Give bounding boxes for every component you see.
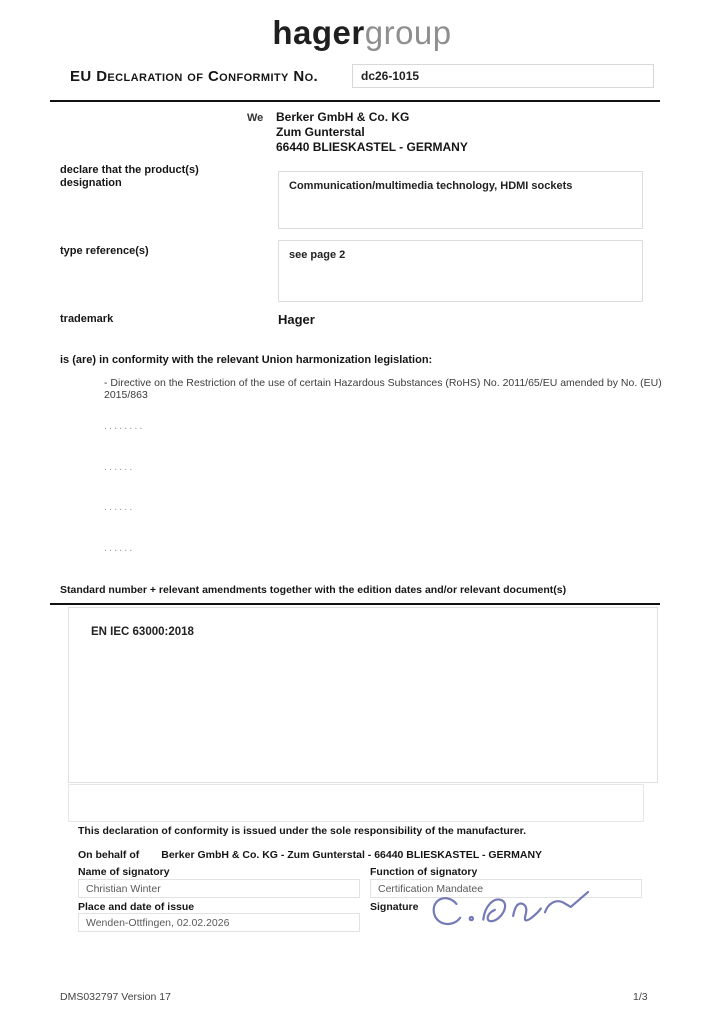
on-behalf-row bbox=[78, 849, 542, 861]
standards-divider bbox=[50, 603, 660, 605]
place-date-field bbox=[78, 913, 360, 932]
signature-image bbox=[424, 880, 602, 945]
placeholder-dots: ........ bbox=[104, 420, 145, 432]
signatory-name-value: Christian Winter bbox=[86, 882, 161, 895]
place-date-value: Wenden-Ottfingen, 02.02.2026 bbox=[86, 916, 230, 929]
designation-label: declare that the product(s) designation bbox=[60, 164, 199, 189]
place-date-label: Place and date of issue bbox=[78, 901, 195, 913]
logo-text-light: group bbox=[364, 14, 452, 51]
logo-text-bold: hager bbox=[272, 14, 365, 51]
signatory-function-label: Function of signatory bbox=[370, 866, 478, 878]
page-number: 1/3 bbox=[633, 991, 648, 1003]
manufacturer-street: Zum Gunterstal bbox=[276, 125, 365, 139]
header-divider bbox=[50, 100, 660, 102]
conformity-heading: is (are) in conformity with the relevant Union harmonization legislation: bbox=[60, 354, 433, 366]
signature-label: Signature bbox=[370, 901, 419, 913]
manufacturer-address-block bbox=[276, 110, 468, 155]
directive-item: - Directive on the Restriction of the use of certain Hazardous Substances (RoHS) No. 2011/65/EU amended by No. (EU) 2015/863 bbox=[104, 377, 662, 401]
placeholder-dots: ...... bbox=[104, 542, 135, 554]
standards-heading: Standard number + relevant amendments together with the edition dates and/or relevant document(s) bbox=[60, 584, 567, 596]
designation-value: Communication/multimedia technology, HDMI sockets bbox=[289, 180, 573, 192]
type-reference-value: see page 2 bbox=[289, 249, 346, 261]
on-behalf-label: On behalf of bbox=[78, 849, 140, 861]
standards-field bbox=[68, 607, 658, 783]
designation-field bbox=[278, 171, 643, 229]
trademark-label: trademark bbox=[60, 313, 114, 325]
responsibility-statement: This declaration of conformity is issued under the sole responsibility of the manufacturer. bbox=[78, 825, 527, 837]
placeholder-dots: ...... bbox=[104, 461, 135, 473]
standards-extra-field bbox=[68, 784, 644, 822]
type-reference-label: type reference(s) bbox=[60, 245, 149, 257]
document-id: DMS032797 Version 17 bbox=[60, 991, 171, 1003]
declaration-number-field bbox=[352, 64, 654, 88]
trademark-value: Hager bbox=[278, 312, 315, 327]
type-reference-field bbox=[278, 240, 643, 302]
signatory-name-label: Name of signatory bbox=[78, 866, 170, 878]
placeholder-dots: ...... bbox=[104, 501, 135, 513]
manufacturer-city: 66440 BLIESKASTEL - GERMANY bbox=[276, 140, 468, 154]
declaration-number-value: dc26-1015 bbox=[361, 69, 420, 83]
document-title: EU Declaration of Conformity No. bbox=[70, 68, 319, 85]
signatory-function-value: Certification Mandatee bbox=[378, 882, 484, 895]
hagergroup-logo bbox=[0, 14, 724, 52]
manufacturer-name: Berker GmbH & Co. KG bbox=[276, 110, 410, 124]
on-behalf-value: Berker GmbH & Co. KG - Zum Gunterstal - 66440 BLIESKASTEL - GERMANY bbox=[161, 849, 543, 861]
standards-value: EN IEC 63000:2018 bbox=[91, 626, 194, 638]
signatory-name-field bbox=[78, 879, 360, 898]
we-label: We bbox=[247, 112, 264, 124]
